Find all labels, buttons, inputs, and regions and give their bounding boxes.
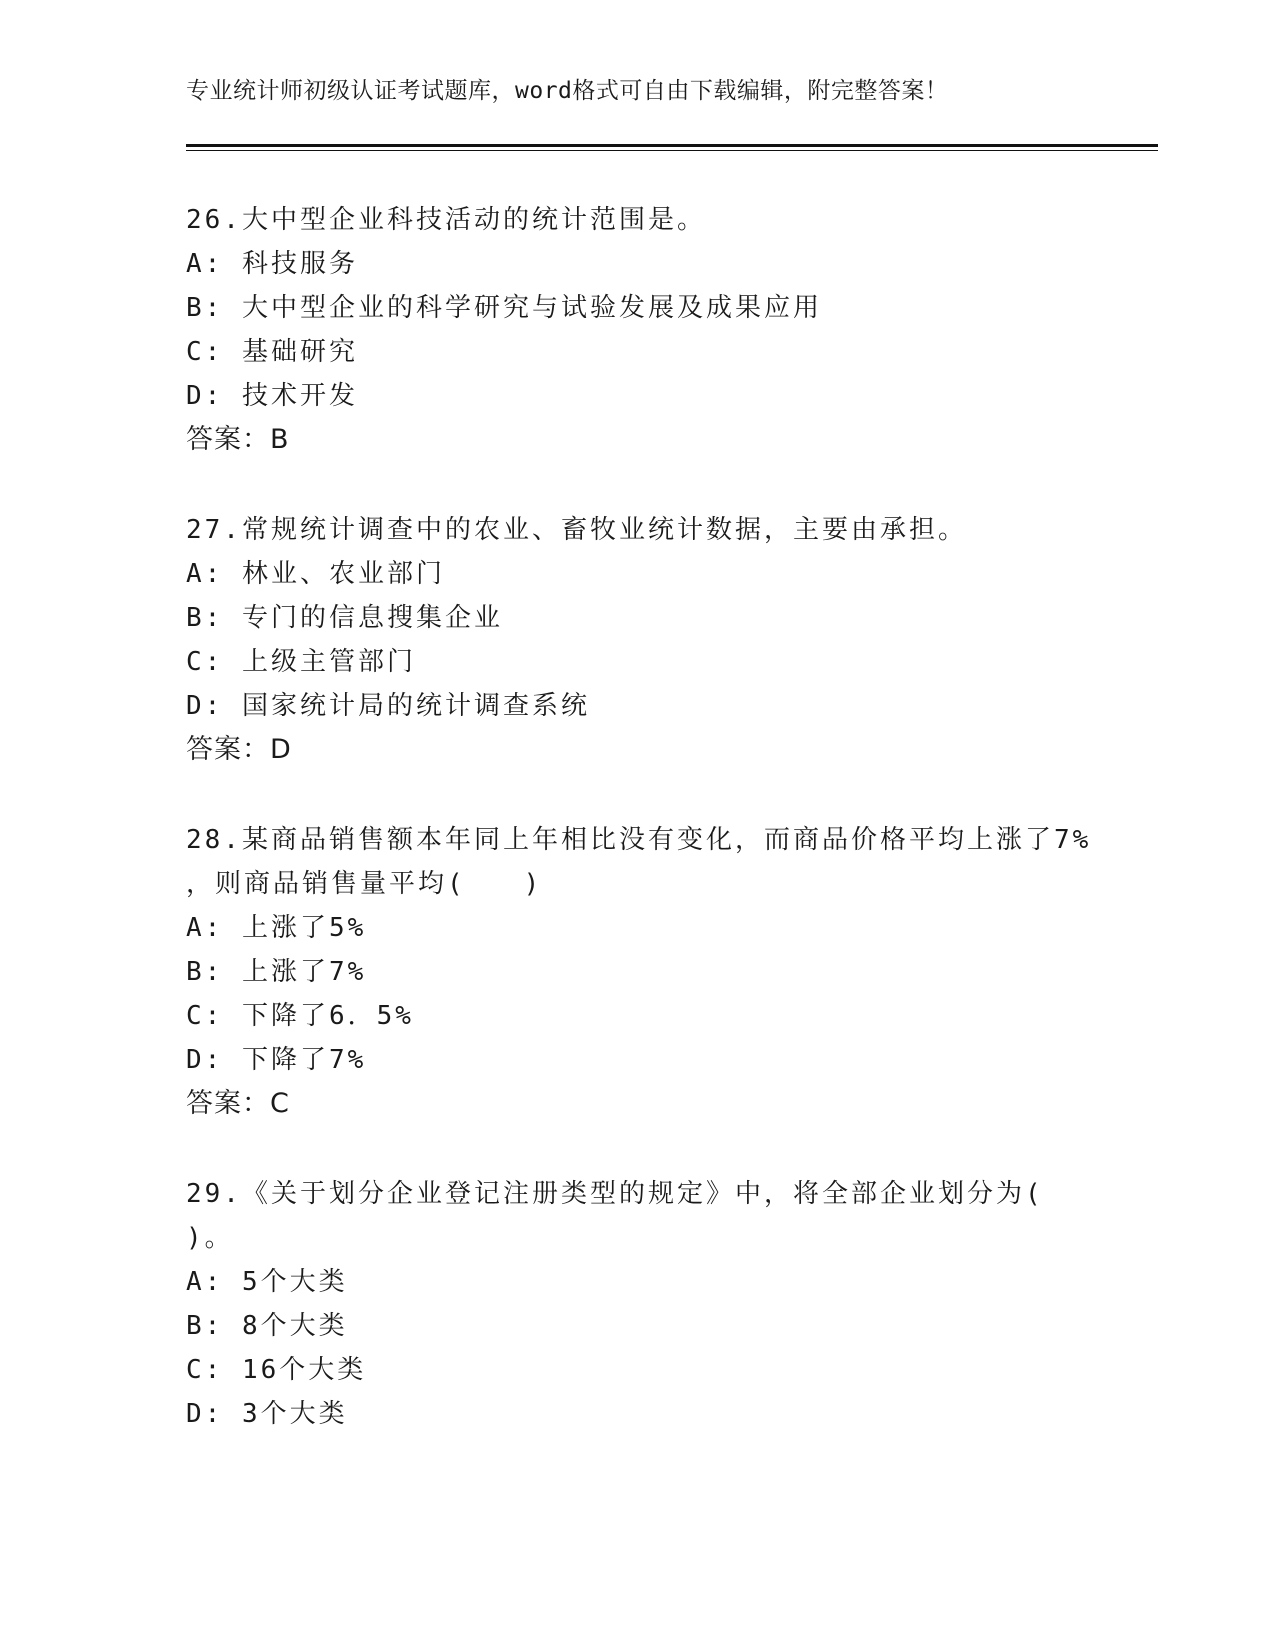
option-d: D: 国家统计局的统计调查系统 <box>186 691 590 721</box>
question-stem: 29.《关于划分企业登记注册类型的规定》中，将全部企业划分为( <box>186 1179 1044 1209</box>
option-a: A: 5个大类 <box>186 1267 348 1297</box>
option-a: A: 上涨了5% <box>186 913 367 943</box>
question-stem-continued: )。 <box>186 1223 234 1253</box>
answer-label: 答案：B <box>186 424 290 455</box>
option-a: A: 科技服务 <box>186 249 358 279</box>
question-stem: 27.常规统计调查中的农业、畜牧业统计数据，主要由承担。 <box>186 515 967 545</box>
answer-label: 答案：C <box>186 1088 290 1119</box>
question-stem-continued: ，则商品销售量平均( ) <box>186 869 543 899</box>
option-d: D: 下降了7% <box>186 1045 367 1075</box>
option-b: B: 上涨了7% <box>186 957 367 987</box>
option-c: C: 基础研究 <box>186 337 358 367</box>
answer-label: 答案：D <box>186 734 292 765</box>
option-c: C: 上级主管部门 <box>186 647 416 677</box>
option-b: B: 大中型企业的科学研究与试验发展及成果应用 <box>186 293 822 323</box>
option-a: A: 林业、农业部门 <box>186 559 445 589</box>
option-c: C: 16个大类 <box>186 1355 367 1385</box>
option-d: D: 技术开发 <box>186 381 358 411</box>
option-d: D: 3个大类 <box>186 1399 348 1429</box>
header-title: 专业统计师初级认证考试题库，word格式可自由下载编辑，附完整答案！ <box>186 78 949 104</box>
option-b: B: 专门的信息搜集企业 <box>186 603 503 633</box>
option-c: C: 下降了6．5% <box>186 1001 414 1031</box>
header-divider-thin <box>186 150 1158 151</box>
header-divider-thick <box>186 144 1158 147</box>
option-b: B: 8个大类 <box>186 1311 348 1341</box>
question-stem: 28.某商品销售额本年同上年相比没有变化，而商品价格平均上涨了7% <box>186 825 1092 855</box>
question-stem: 26.大中型企业科技活动的统计范围是。 <box>186 205 706 235</box>
